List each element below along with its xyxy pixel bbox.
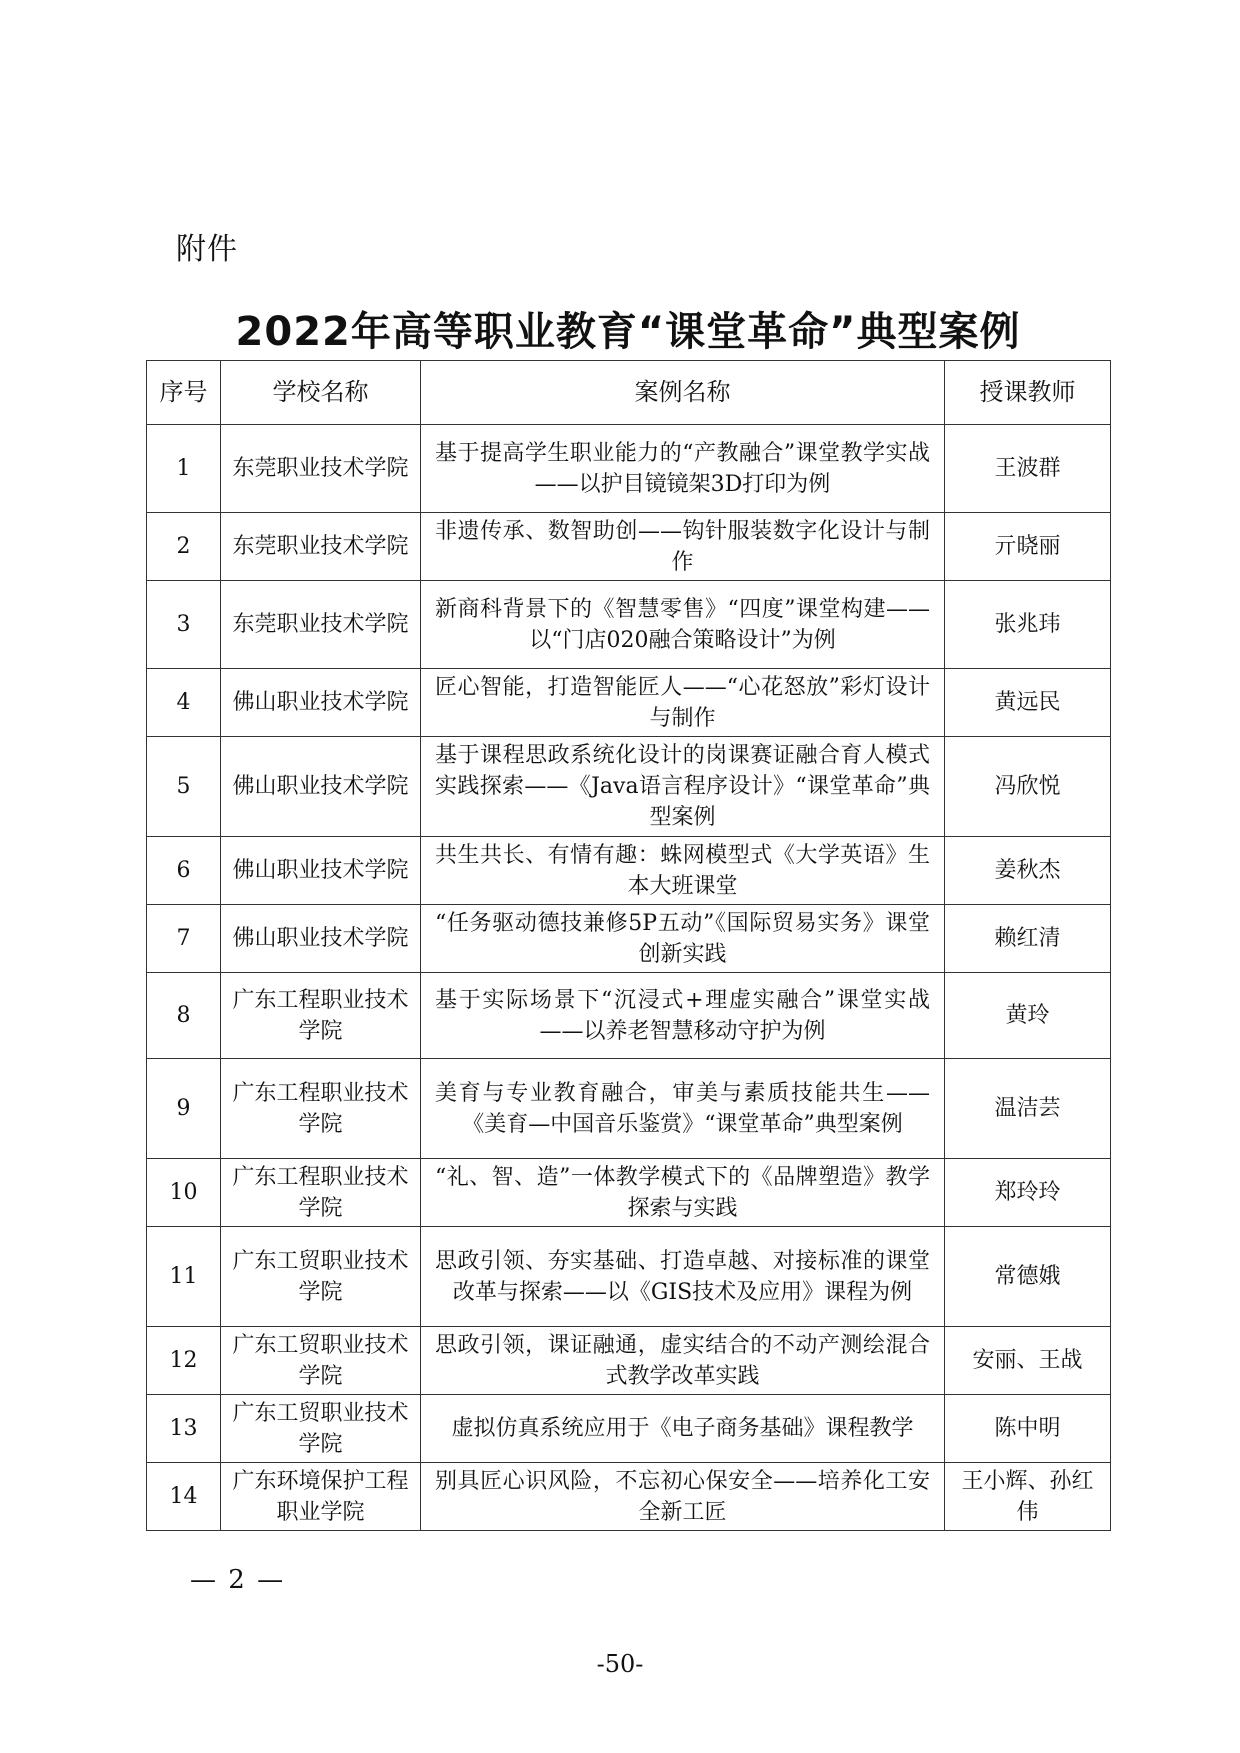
row-case: 别具匠心识风险，不忘初心保安全——培养化工安全新工匠: [421, 1463, 945, 1531]
row-teacher: 赖红清: [945, 905, 1111, 973]
row-teacher: 张兆玮: [945, 581, 1111, 669]
row-case: 新商科背景下的《智慧零售》“四度”课堂构建——以“门店020融合策略设计”为例: [421, 581, 945, 669]
page-number: — 2 —: [190, 1565, 286, 1595]
row-no: 13: [147, 1395, 221, 1463]
case-table: [146, 360, 1111, 1531]
table-row: [147, 1463, 1111, 1531]
row-case: 基于课程思政系统化设计的岗课赛证融合育人模式实践探索——《Java语言程序设计》“课堂革命”典型案例: [421, 737, 945, 837]
row-case: “任务驱动德技兼修5P五动”《国际贸易实务》课堂创新实践: [421, 905, 945, 973]
row-teacher: 亓晓丽: [945, 513, 1111, 581]
row-case: 基于提高学生职业能力的“产教融合”课堂教学实战——以护目镜镜架3D打印为例: [421, 425, 945, 513]
row-teacher: 安丽、王战: [945, 1327, 1111, 1395]
row-school: 佛山职业技术学院: [221, 837, 421, 905]
row-case: 匠心智能，打造智能匠人——“心花怒放”彩灯设计与制作: [421, 669, 945, 737]
row-teacher: 郑玲玲: [945, 1159, 1111, 1227]
header-case: 案例名称: [421, 361, 945, 425]
table-row: [147, 905, 1111, 973]
table-row: [147, 669, 1111, 737]
row-no: 10: [147, 1159, 221, 1227]
row-case: “礼、智、造”一体教学模式下的《品牌塑造》教学探索与实践: [421, 1159, 945, 1227]
row-school: 广东工贸职业技术学院: [221, 1227, 421, 1327]
row-school: 广东工程职业技术学院: [221, 1159, 421, 1227]
row-case: 思政引领、夯实基础、打造卓越、对接标准的课堂改革与探索——以《GIS技术及应用》课程为例: [421, 1227, 945, 1327]
row-teacher: 黄远民: [945, 669, 1111, 737]
row-school: 广东工程职业技术学院: [221, 973, 421, 1059]
row-teacher: 王小辉、孙红伟: [945, 1463, 1111, 1531]
row-case: 基于实际场景下“沉浸式+理虚实融合”课堂实战——以养老智慧移动守护为例: [421, 973, 945, 1059]
row-no: 3: [147, 581, 221, 669]
header-school: 学校名称: [221, 361, 421, 425]
row-school: 广东环境保护工程职业学院: [221, 1463, 421, 1531]
row-no: 12: [147, 1327, 221, 1395]
table-row: [147, 1327, 1111, 1395]
row-teacher: 姜秋杰: [945, 837, 1111, 905]
row-teacher: 温洁芸: [945, 1059, 1111, 1159]
row-no: 9: [147, 1059, 221, 1159]
row-case: 美育与专业教育融合，审美与素质技能共生——《美育—中国音乐鉴赏》“课堂革命”典型案例: [421, 1059, 945, 1159]
table-header-row: [147, 361, 1111, 425]
table-row: [147, 973, 1111, 1059]
row-school: 东莞职业技术学院: [221, 581, 421, 669]
row-school: 佛山职业技术学院: [221, 737, 421, 837]
row-teacher: 黄玲: [945, 973, 1111, 1059]
table-row: [147, 737, 1111, 837]
footer-page-number: -50-: [596, 1650, 644, 1678]
table-row: [147, 1395, 1111, 1463]
row-school: 佛山职业技术学院: [221, 905, 421, 973]
row-school: 东莞职业技术学院: [221, 513, 421, 581]
row-school: 佛山职业技术学院: [221, 669, 421, 737]
table-row: [147, 1059, 1111, 1159]
table-row: [147, 1159, 1111, 1227]
row-school: 广东工贸职业技术学院: [221, 1327, 421, 1395]
row-case: 虚拟仿真系统应用于《电子商务基础》课程教学: [421, 1395, 945, 1463]
table-row: [147, 581, 1111, 669]
row-case: 非遗传承、数智助创——钩针服装数字化设计与制作: [421, 513, 945, 581]
row-school: 广东工程职业技术学院: [221, 1059, 421, 1159]
table-row: [147, 513, 1111, 581]
row-case: 共生共长、有情有趣：蛛网模型式《大学英语》生本大班课堂: [421, 837, 945, 905]
row-no: 5: [147, 737, 221, 837]
document-title: 2022年高等职业教育“课堂革命”典型案例: [235, 309, 1021, 355]
row-no: 2: [147, 513, 221, 581]
header-teacher: 授课教师: [945, 361, 1111, 425]
row-no: 11: [147, 1227, 221, 1327]
row-no: 7: [147, 905, 221, 973]
row-teacher: 冯欣悦: [945, 737, 1111, 837]
table-row: [147, 425, 1111, 513]
row-no: 8: [147, 973, 221, 1059]
row-school: 广东工贸职业技术学院: [221, 1395, 421, 1463]
row-no: 4: [147, 669, 221, 737]
table-row: [147, 1227, 1111, 1327]
header-no: 序号: [147, 361, 221, 425]
table-row: [147, 837, 1111, 905]
row-no: 6: [147, 837, 221, 905]
row-teacher: 王波群: [945, 425, 1111, 513]
row-no: 1: [147, 425, 221, 513]
row-no: 14: [147, 1463, 221, 1531]
attachment-label: 附件: [176, 232, 238, 267]
row-teacher: 常德娥: [945, 1227, 1111, 1327]
row-case: 思政引领，课证融通，虚实结合的不动产测绘混合式教学改革实践: [421, 1327, 945, 1395]
row-school: 东莞职业技术学院: [221, 425, 421, 513]
row-teacher: 陈中明: [945, 1395, 1111, 1463]
